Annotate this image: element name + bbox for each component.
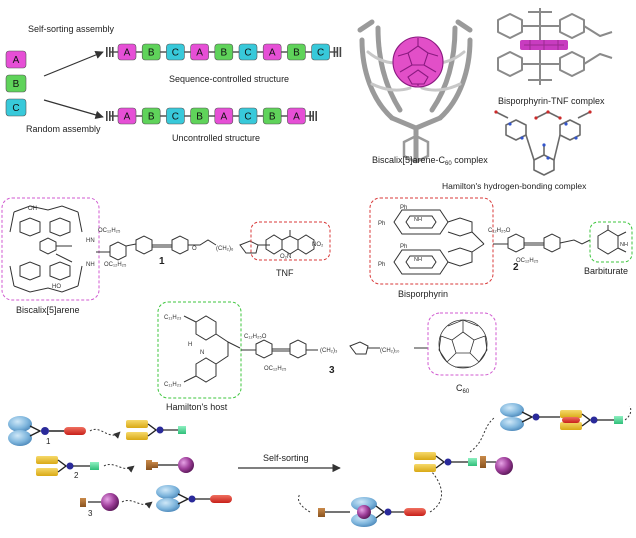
barbiturate-guest-icon <box>468 458 477 466</box>
chain-seq-unit-3 <box>166 44 184 60</box>
ham-n-label: N <box>200 350 205 356</box>
c1-oc12h25-bottom: OC₁₂H₂₅ <box>104 262 127 268</box>
monomer-b <box>6 75 26 92</box>
random-arrow <box>44 100 103 117</box>
chain-seq-start-cap <box>106 47 114 57</box>
assembled-polymer <box>298 403 630 527</box>
tnf-structure-icon <box>266 230 314 254</box>
chain-seq-unit-8-letter: B <box>293 47 300 59</box>
monomer-a-letter: A <box>12 55 20 66</box>
chain-seq-unit-8 <box>287 44 305 60</box>
compound-2-backbone-icon <box>493 234 590 252</box>
porph-ph-1: Ph <box>400 205 408 211</box>
c3-ch2-10-label: (CH₂)₁₀ <box>380 348 400 354</box>
barbiturate-structure-icon <box>598 225 626 254</box>
biscalix-label: Biscalix[5]arene <box>16 305 80 315</box>
c3-c12h25o-label: C₁₂H₂₅O <box>244 334 267 340</box>
chain-seq-unit-7-letter: A <box>268 47 276 59</box>
porphyrin-plate-icon <box>126 432 148 440</box>
calix-cup-icon <box>156 485 180 499</box>
sequence-controlled-caption: Sequence-controlled structure <box>169 74 290 84</box>
chain-seq-unit-9-letter: C <box>316 47 325 59</box>
c60-ball-icon <box>101 493 119 511</box>
calix-oh-label: OH <box>28 206 37 212</box>
chain-rand-unit-6-letter: C <box>244 111 252 123</box>
porph-ph-4: Ph <box>378 262 386 268</box>
porphyrin-plate-icon <box>560 410 582 418</box>
tnf-guest-icon <box>210 495 232 503</box>
hamilton-host-structure-icon <box>184 316 240 382</box>
bisporphyrin-tnf-model <box>498 8 612 106</box>
chain-seq-unit-2 <box>142 44 160 60</box>
chain-seq-start-cap-bar <box>109 47 111 57</box>
chain-rand-unit-3 <box>166 108 184 124</box>
ham-c11h23-bottom: C₁₁H₂₃ <box>164 382 182 388</box>
chain-seq-end-cap-bar <box>334 47 336 57</box>
monomer-c <box>6 99 26 116</box>
chain-rand-unit-2 <box>142 108 160 124</box>
c2-c12h25o-label: C₁₂H₂₅O <box>488 228 511 234</box>
chain-rand-end-cap-bar <box>312 111 314 121</box>
c1-o-label: O <box>192 246 197 252</box>
c1-ch2-6-label: (CH₂)₆ <box>216 246 234 252</box>
monomer-a <box>6 51 26 68</box>
chain-rand-end-cap-bar <box>315 111 317 121</box>
barbiturate-guest-icon <box>614 416 623 424</box>
chain-seq-end-cap-bar <box>340 47 342 57</box>
tnf-no2-right: NO₂ <box>312 242 324 248</box>
c60-label: $C_{60}$ <box>456 383 470 395</box>
chain-seq-unit-4 <box>191 44 209 60</box>
barb-nh-label: NH <box>620 242 628 248</box>
barbiturate-guest-icon <box>90 462 99 470</box>
tnf-guest-icon <box>562 417 580 423</box>
bisporphyrin-label: Bisporphyrin <box>398 289 449 299</box>
chain-rand-start-cap-bar <box>106 111 108 121</box>
chemical-structures-panel <box>2 198 632 412</box>
barbiturate-guest-icon <box>178 426 186 434</box>
cartoon-calix-tnf-1 <box>156 485 232 512</box>
monomer-stack <box>6 51 26 116</box>
chain-seq-unit-1-letter: A <box>123 47 131 59</box>
cartoon-compound-2 <box>36 456 99 480</box>
chain-rand-unit-7-letter: B <box>268 111 276 123</box>
calix-cup-icon <box>8 416 32 432</box>
chain-rand-start-cap <box>106 111 114 121</box>
hamilton-host-icon <box>80 498 86 507</box>
tnf-guest-icon <box>404 508 426 516</box>
compound-1-backbone-icon <box>96 236 270 260</box>
c60-structure-icon <box>439 320 487 368</box>
cartoon-compound-1 <box>8 416 86 446</box>
chain-seq-unit-7 <box>263 44 281 60</box>
chain-rand-unit-3-letter: C <box>171 111 180 123</box>
biscalix-c60-caption: $Biscalix[5]arene-C_{60}$ complex <box>372 155 488 167</box>
porphyrin-plate-icon <box>560 422 582 430</box>
c3-ch2-3-label: (CH₂)₃ <box>320 348 338 354</box>
chain-rand-unit-6 <box>239 108 257 124</box>
chain-rand-unit-4-letter: B <box>196 111 203 123</box>
c1-oc12h25-top: OC₁₂H₂₅ <box>98 228 121 234</box>
chain-rand-unit-5 <box>215 108 233 124</box>
chain-rand-end-cap <box>309 111 317 121</box>
hamilton-complex-model <box>442 110 592 191</box>
bisporphyrin-tnf-caption: Bisporphyrin-TNF complex <box>498 96 605 106</box>
calix-cup-icon <box>8 430 32 446</box>
self-sorting-arrow <box>44 52 103 76</box>
biscalix-highlight-box <box>2 198 99 300</box>
porphyrin-plate-icon <box>414 452 436 460</box>
monomer-b-letter: B <box>12 79 20 90</box>
porph-ph-3: Ph <box>400 244 408 250</box>
calix-cup-icon <box>500 403 524 417</box>
sequence-controlled-chain <box>106 44 341 60</box>
chain-seq-unit-6-letter: C <box>244 47 252 59</box>
bisporphyrin-highlight-box <box>370 198 493 284</box>
c60-ball-icon <box>495 457 513 475</box>
linker-node-icon <box>41 427 49 435</box>
chain-seq-unit-2-letter: B <box>147 47 155 59</box>
porphyrin-plate-icon <box>36 468 58 476</box>
chain-seq-start-cap-bar <box>106 47 108 57</box>
self-sorting-label: Self-sorting assembly <box>28 24 115 34</box>
molecular-models-panel <box>360 8 612 191</box>
porph-nh-2: NH <box>414 257 422 263</box>
hamilton-complex-caption: Hamilton's hydrogen-bonding complex <box>442 181 587 191</box>
bisporphyrin-structure-icon <box>394 210 484 274</box>
hamilton-host-icon <box>146 460 152 470</box>
c60-ball-icon <box>178 457 194 473</box>
calix-ho-label: HO <box>52 284 61 290</box>
hamilton-host-icon <box>318 508 325 517</box>
biscalix-c60-model <box>360 22 488 167</box>
chain-rand-unit-8 <box>287 108 305 124</box>
tnf-label: TNF <box>276 268 294 278</box>
chain-rand-unit-1 <box>118 108 136 124</box>
ham-h-label: H <box>188 342 193 348</box>
porph-ph-2: Ph <box>378 221 386 227</box>
cartoon-label-1: 1 <box>46 437 51 446</box>
barbiturate-label: Barbiturate <box>584 266 629 276</box>
chain-seq-unit-4-letter: A <box>196 47 203 59</box>
self-sorting-process-label: Self-sorting <box>263 453 309 463</box>
hamilton-host-label: Hamilton's host <box>166 402 228 412</box>
calix-cup-icon <box>156 498 180 512</box>
calix-cup-icon <box>500 417 524 431</box>
chain-seq-end-cap-bar <box>337 47 339 57</box>
c2-oc12h25-label: OC₁₂H₂₅ <box>516 258 539 264</box>
compound-2-label: 2 <box>513 262 519 273</box>
chain-rand-end-cap-bar <box>309 111 311 121</box>
calix-hn-label: HN <box>86 238 95 244</box>
random-assembly-label: Random assembly <box>26 124 101 134</box>
chain-rand-unit-8-letter: A <box>293 111 300 123</box>
self-sorting-cartoon-panel <box>8 403 631 527</box>
cartoon-label-3: 3 <box>88 509 93 518</box>
chain-rand-unit-4 <box>191 108 209 124</box>
cartoon-compound-3 <box>80 493 119 518</box>
chain-seq-unit-1 <box>118 44 136 60</box>
hamilton-host-icon <box>480 456 486 468</box>
chain-rand-unit-7 <box>263 108 281 124</box>
tnf-guest-icon <box>64 427 86 435</box>
monomer-c-letter: C <box>12 103 20 114</box>
chain-rand-start-cap-bar <box>112 111 114 121</box>
cartoon-label-2: 2 <box>74 471 79 480</box>
porphyrin-plate-icon <box>414 464 436 472</box>
chain-seq-unit-6 <box>239 44 257 60</box>
uncontrolled-caption: Uncontrolled structure <box>172 133 261 143</box>
chain-rand-unit-5-letter: A <box>220 111 228 123</box>
chain-rand-start-cap-bar <box>109 111 111 121</box>
calix-nh-label: NH <box>86 262 95 268</box>
cartoon-hamilton-c60-1 <box>146 457 194 473</box>
compound-1-label: 1 <box>159 256 165 267</box>
chain-rand-unit-2-letter: B <box>147 111 155 123</box>
random-chain <box>106 108 317 124</box>
c60-ball-icon <box>357 505 371 519</box>
porphyrin-plate-icon <box>36 456 58 464</box>
c3-oc12h25-label: OC₁₂H₂₅ <box>264 366 287 372</box>
sequence-assembly-panel <box>6 24 341 143</box>
chain-seq-unit-5-letter: B <box>220 47 228 59</box>
biscalix-structure-icon <box>10 206 82 292</box>
chain-seq-unit-5 <box>215 44 233 60</box>
ham-c11h23-top: C₁₁H₂₃ <box>164 315 182 321</box>
porphyrin-plate-icon <box>126 420 148 428</box>
chain-seq-start-cap-bar <box>112 47 114 57</box>
chain-rand-unit-1-letter: A <box>123 111 131 123</box>
chain-seq-unit-3-letter: C <box>171 47 180 59</box>
compound-3-label: 3 <box>329 365 335 376</box>
chain-seq-end-cap <box>334 47 342 57</box>
porph-nh-1: NH <box>414 217 422 223</box>
tnf-o2n-bottom: O₂N <box>280 254 292 260</box>
cartoon-porphyrin-host-1 <box>126 420 186 440</box>
chain-seq-unit-9 <box>312 44 330 60</box>
